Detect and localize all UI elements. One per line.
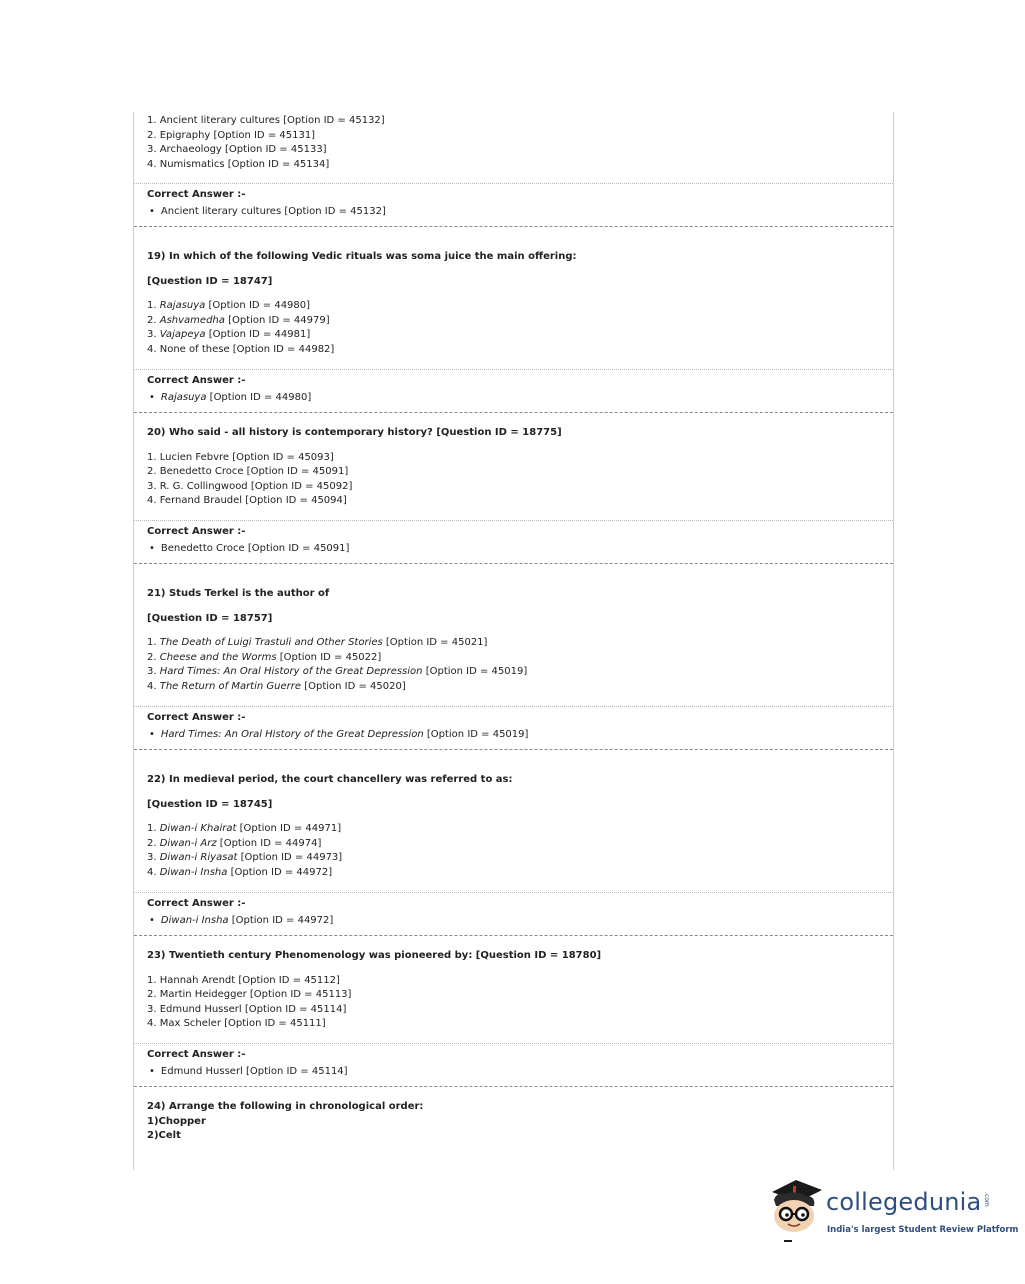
q23-answer	[147, 1048, 883, 1079]
option: 3. Edmund Husserl [Option ID = 45114]	[147, 1003, 347, 1015]
correct-answer: • Edmund Husserl [Option ID = 45114]	[147, 1065, 883, 1080]
question-text: 22) In medieval period, the court chancellery was referred to as:	[147, 774, 513, 785]
option: 1. Hannah Arendt [Option ID = 45112]	[147, 974, 340, 986]
correct-answer: • Hard Times: An Oral History of the Great Depression [Option ID = 45019]	[147, 728, 883, 743]
q19-block	[147, 250, 883, 358]
option: 1. Diwan-i Khairat [Option ID = 44971]	[147, 823, 342, 835]
option: 3. Vajapeya [Option ID = 44981]	[147, 329, 311, 341]
question-separator	[134, 1086, 893, 1087]
option: 4. None of these [Option ID = 44982]	[147, 343, 335, 355]
q22-answer	[147, 897, 883, 928]
q20-answer	[147, 525, 883, 556]
correct-answer: • Benedetto Croce [Option ID = 45091]	[147, 542, 883, 557]
option: 2. Benedetto Croce [Option ID = 45091]	[147, 466, 349, 478]
option: 1. Rajasuya [Option ID = 44980]	[147, 300, 311, 312]
question-text: 23) Twentieth century Phenomenology was pioneered by: [Question ID = 18780]	[147, 950, 602, 961]
option: 1. Lucien Febvre [Option ID = 45093]	[147, 451, 334, 463]
option: 2. Martin Heidegger [Option ID = 45113]	[147, 989, 352, 1001]
option: 4. The Return of Martin Guerre [Option ID = 45020]	[147, 680, 406, 692]
correct-answer-label: Correct Answer :-	[147, 898, 246, 909]
question-separator	[134, 563, 893, 564]
correct-answer-label: Correct Answer :-	[147, 526, 246, 537]
brand-tagline: India's largest Student Review Platform	[827, 1225, 1019, 1235]
option: 4. Numismatics [Option ID = 45134]	[147, 158, 330, 170]
q23-block	[147, 949, 883, 1032]
mascot-icon	[766, 1178, 826, 1244]
correct-answer-label: Correct Answer :-	[147, 375, 246, 386]
list-item: 1)Chopper	[147, 1115, 206, 1127]
question-text: 21) Studs Terkel is the author of	[147, 588, 330, 599]
divider	[134, 892, 893, 893]
divider	[134, 1043, 893, 1044]
q21-answer	[147, 711, 883, 742]
collegedunia-logo[interactable]	[766, 1178, 1019, 1248]
question-id: [Question ID = 18747]	[147, 275, 273, 287]
option: 2. Cheese and the Worms [Option ID = 45022]	[147, 651, 382, 663]
divider	[134, 706, 893, 707]
question-separator	[134, 749, 893, 750]
divider	[134, 369, 893, 370]
divider	[134, 183, 893, 184]
q19-answer	[147, 374, 883, 405]
correct-answer: • Ancient literary cultures [Option ID = 45132]	[147, 205, 883, 220]
correct-answer-label: Correct Answer :-	[147, 189, 246, 200]
q20-block	[147, 426, 883, 509]
question-text: 19) In which of the following Vedic rituals was soma juice the main offering:	[147, 251, 577, 262]
option: 1. The Death of Luigi Trastuli and Other Stories [Option ID = 45021]	[147, 637, 488, 649]
option: 4. Max Scheler [Option ID = 45111]	[147, 1018, 326, 1030]
q18-options	[147, 114, 883, 172]
question-separator	[134, 935, 893, 936]
option: 2. Epigraphy [Option ID = 45131]	[147, 129, 316, 141]
option: 4. Diwan-i Insha [Option ID = 44972]	[147, 866, 333, 878]
option: 3. Archaeology [Option ID = 45133]	[147, 144, 327, 156]
option: 4. Fernand Braudel [Option ID = 45094]	[147, 495, 347, 507]
question-paper-frame	[133, 112, 894, 1170]
question-separator	[134, 226, 893, 227]
brand-domain: .com	[983, 1192, 990, 1207]
option: 3. Hard Times: An Oral History of the Great Depression [Option ID = 45019]	[147, 666, 528, 678]
correct-answer-label: Correct Answer :-	[147, 712, 246, 723]
brand-name: collegedunia	[826, 1188, 982, 1216]
option: 1. Ancient literary cultures [Option ID = 45132]	[147, 115, 385, 126]
q18-answer	[147, 188, 883, 219]
option: 3. R. G. Collingwood [Option ID = 45092]	[147, 480, 353, 492]
q22-block	[147, 773, 883, 881]
question-id: [Question ID = 18757]	[147, 612, 273, 624]
option: 2. Ashvamedha [Option ID = 44979]	[147, 314, 330, 326]
question-text: 24) Arrange the following in chronological order:	[147, 1101, 424, 1112]
correct-answer-label: Correct Answer :-	[147, 1049, 246, 1060]
divider	[134, 520, 893, 521]
q24-block	[147, 1100, 883, 1144]
option: 2. Diwan-i Arz [Option ID = 44974]	[147, 837, 322, 849]
question-text: 20) Who said - all history is contemporary history? [Question ID = 18775]	[147, 427, 562, 438]
list-item: 2)Celt	[147, 1130, 181, 1142]
option: 3. Diwan-i Riyasat [Option ID = 44973]	[147, 852, 343, 864]
correct-answer: • Rajasuya [Option ID = 44980]	[147, 391, 883, 406]
question-id: [Question ID = 18745]	[147, 798, 273, 810]
question-separator	[134, 412, 893, 413]
correct-answer: • Diwan-i Insha [Option ID = 44972]	[147, 914, 883, 929]
q21-block	[147, 587, 883, 695]
